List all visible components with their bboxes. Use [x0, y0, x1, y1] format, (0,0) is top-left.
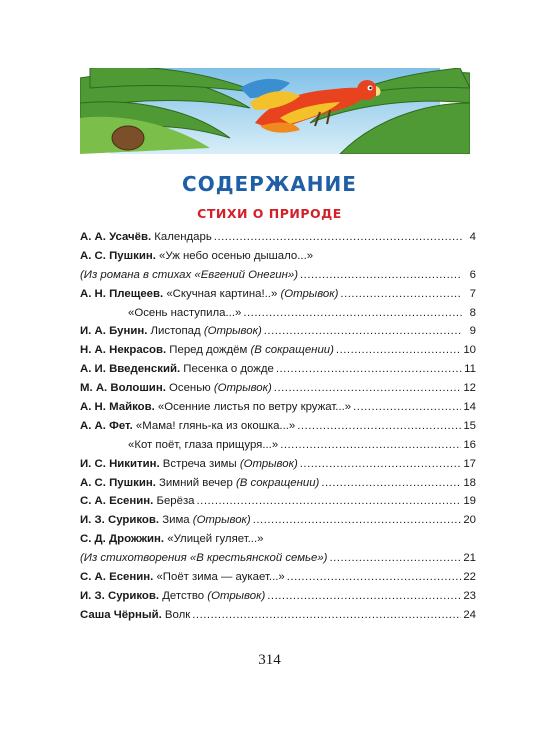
toc-author: А. Н. Майков.	[80, 401, 155, 414]
toc-leader-dots	[274, 379, 462, 398]
toc-author: С. Д. Дрожжин.	[80, 533, 165, 546]
toc-author: Саша Чёрный.	[80, 608, 162, 621]
toc-entry	[80, 417, 476, 436]
toc-entry-text	[80, 511, 251, 530]
toc-entry	[80, 322, 476, 341]
toc-author: И. С. Никитин.	[80, 457, 160, 470]
toc-note: (В сокращении)	[247, 344, 334, 357]
toc-leader-dots	[340, 285, 462, 304]
section-title: СТИХИ О ПРИРОДЕ	[197, 206, 342, 221]
toc-entry	[80, 360, 476, 379]
toc-entry-text	[80, 247, 313, 266]
toc-entry	[80, 474, 476, 493]
toc-entry-text	[80, 606, 190, 625]
toc-leader-dots	[297, 417, 461, 436]
toc-page-number: 19	[463, 495, 476, 508]
toc-leader-dots	[243, 304, 462, 323]
toc-entry	[80, 285, 476, 304]
toc-title: Перед дождём	[166, 344, 248, 357]
toc-entry-text	[80, 266, 298, 285]
toc-title: Встреча зимы	[159, 457, 237, 470]
toc-author: И. З. Суриков.	[80, 514, 160, 527]
toc-note: (Из стихотворения «В крестьянской семье»)	[80, 552, 328, 565]
toc-title: Листопад	[147, 325, 201, 338]
toc-entry	[80, 228, 476, 247]
toc-author: А. Н. Плещеев.	[80, 287, 164, 300]
toc-leader-dots	[336, 341, 461, 360]
toc-page-number: 6	[469, 268, 476, 281]
toc-author: И. А. Бунин.	[80, 325, 148, 338]
toc-entry	[80, 341, 476, 360]
toc-leader-dots	[192, 606, 461, 625]
toc-entry	[80, 587, 476, 606]
toc-note: (В сокращении)	[232, 476, 320, 489]
toc-note: (Отрывок)	[204, 589, 266, 602]
toc-page-number: 14	[463, 401, 476, 414]
toc-title: Песенка о дожде	[180, 363, 274, 376]
toc-entry	[80, 492, 476, 511]
toc-author: М. А. Волошин.	[80, 382, 166, 395]
toc-entry	[80, 606, 476, 625]
toc-entry	[80, 455, 476, 474]
toc-author: Н. А. Некрасов.	[80, 344, 167, 357]
toc-page-number: 21	[463, 552, 476, 565]
toc-title: Волк	[161, 608, 191, 621]
toc-entry-text	[80, 322, 262, 341]
toc-author: И. З. Суриков.	[80, 589, 160, 602]
toc-entry-text	[80, 530, 263, 549]
toc-leader-dots	[287, 568, 462, 587]
toc-page-number: 11	[464, 363, 476, 376]
toc-page-number: 10	[463, 344, 476, 357]
toc-entry	[80, 511, 476, 530]
toc-leader-dots	[300, 455, 462, 474]
parrot-on-palm-leaves-icon	[80, 68, 470, 154]
toc-title: Календарь	[151, 231, 212, 243]
toc-page-number: 15	[463, 419, 476, 432]
toc-page-number: 9	[469, 325, 476, 338]
toc-leader-dots	[321, 474, 461, 493]
toc-note: (Отрывок)	[200, 325, 262, 338]
toc-page-number: 4	[469, 231, 476, 243]
toc-title: «Осень наступила...»	[128, 306, 242, 319]
toc-entry	[80, 436, 476, 455]
toc-page-number: 20	[463, 514, 476, 527]
toc-entry-text	[80, 228, 212, 247]
toc-leader-dots	[329, 549, 461, 568]
toc-entry-text	[80, 360, 274, 379]
toc-entry-text	[80, 549, 327, 568]
toc-entry	[80, 266, 476, 285]
parrot-illustration	[80, 68, 470, 154]
toc-leader-dots	[300, 266, 462, 285]
toc-page-number: 16	[463, 438, 476, 451]
toc-leader-dots	[280, 436, 461, 455]
toc-entry-text	[80, 398, 351, 417]
toc-page-number: 7	[469, 287, 476, 300]
toc-title: «Осенние листья по ветру кружат...»	[154, 401, 352, 414]
toc-title: «Мама! глянь-ка из окошка...»	[132, 419, 296, 432]
page-number: 314	[258, 652, 281, 668]
toc-entry	[80, 568, 476, 587]
toc-page-number: 17	[463, 457, 476, 470]
toc-page-number: 22	[463, 571, 476, 584]
toc-leader-dots	[197, 492, 462, 511]
toc-leader-dots	[276, 360, 462, 379]
toc-entry-text	[80, 587, 265, 606]
toc-entry-text	[80, 285, 338, 304]
toc-author: А. С. Пушкин.	[80, 249, 156, 262]
toc-note: (Из романа в стихах «Евгений Онегин»)	[80, 268, 298, 281]
toc-author: А. А. Фет.	[80, 419, 133, 432]
toc-leader-dots	[267, 587, 461, 606]
toc-note: (Отрывок)	[189, 514, 251, 527]
toc-page-number: 8	[469, 306, 476, 319]
toc-leader-dots	[214, 228, 462, 247]
toc-note: (Отрывок)	[236, 457, 298, 470]
toc-entry-text	[80, 304, 241, 323]
toc-entry-text	[80, 417, 295, 436]
toc-author: С. А. Есенин.	[80, 571, 154, 584]
toc-title: «Скучная картина!..»	[163, 287, 278, 300]
toc-entry-text	[80, 568, 285, 587]
toc-title: «Кот поёт, глаза прищуря...»	[128, 438, 279, 451]
toc-entry-text	[80, 436, 278, 455]
toc-page-number: 12	[463, 382, 476, 395]
page-title: СОДЕРЖАНИЕ	[182, 172, 357, 196]
toc-entry-text	[80, 455, 298, 474]
toc-entry	[80, 304, 476, 323]
toc-author: С. А. Есенин.	[80, 495, 154, 508]
toc-title: «Поёт зима — аукает...»	[153, 571, 285, 584]
toc-title: «Уж небо осенью дышало...»	[155, 249, 314, 262]
toc-note: (Отрывок)	[277, 287, 339, 300]
toc-page-number: 18	[463, 476, 476, 489]
toc-entry	[80, 530, 476, 549]
toc-entry-text	[80, 379, 272, 398]
toc-entry	[80, 549, 476, 568]
toc-note: (Отрывок)	[210, 382, 272, 395]
toc-title: «Улицей гуляет...»	[164, 533, 264, 546]
toc-entry-text	[80, 474, 319, 493]
toc-author: А. И. Введенский.	[80, 363, 181, 376]
toc-title: Детство	[159, 589, 205, 602]
toc-entry	[80, 398, 476, 417]
toc-title: Осенью	[165, 382, 211, 395]
toc-leader-dots	[264, 322, 462, 341]
toc-title: Зимний вечер	[155, 476, 233, 489]
table-of-contents	[80, 228, 476, 625]
toc-entry-text	[80, 492, 195, 511]
toc-leader-dots	[353, 398, 461, 417]
toc-entry-text	[80, 341, 334, 360]
toc-title: Берёза	[153, 495, 195, 508]
toc-author: А. С. Пушкин.	[80, 476, 156, 489]
toc-leader-dots	[253, 511, 462, 530]
toc-author: А. А. Усачёв.	[80, 231, 152, 243]
toc-entry	[80, 379, 476, 398]
toc-title: Зима	[159, 514, 190, 527]
toc-page-number: 24	[463, 608, 476, 621]
toc-page-number: 23	[463, 589, 476, 602]
toc-entry	[80, 247, 476, 266]
